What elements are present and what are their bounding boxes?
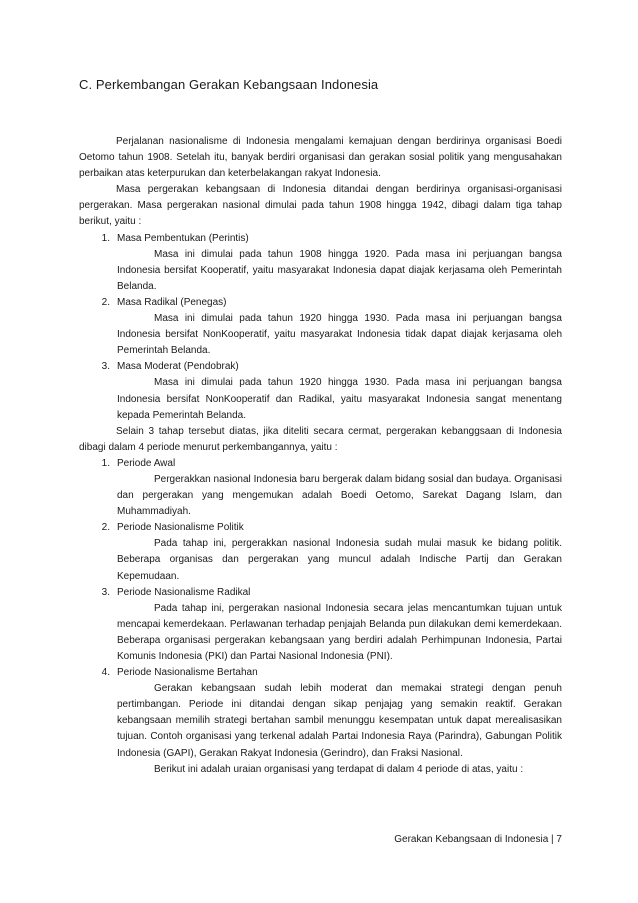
- page-footer: Gerakan Kebangsaan di Indonesia | 7: [394, 834, 562, 845]
- list-item-text: Masa ini dimulai pada tahun 1920 hingga 1930. Pada masa ini perjuangan bangsa Indonesia bersifat NonKooperatif dan Radikal, yaitu masyarakat Indonesia sangat menentang kepada Pemerintah Belanda.: [117, 377, 562, 421]
- list-item: [79, 231, 562, 295]
- stages-list: [79, 231, 562, 424]
- section-body: [79, 134, 562, 778]
- list-item: [79, 456, 562, 520]
- list-item: [79, 585, 562, 665]
- list-item-title: Periode Nasionalisme Radikal: [117, 586, 251, 598]
- list-item-text: Pada tahap ini, pergerakan nasional Indonesia secara jelas mencantumkan tujuan untuk mencapai kemerdekaan. Perlawanan terhadap penjajah Belanda pun dilakukan demi kemerdekaan. Beberapa organisasi pergerakan kebangsaan yang berdiri adalah Perhimpunan Indonesia, Partai Komunis Indonesia (PKI) dan Partai Nasional Indonesia (PNI).: [117, 602, 562, 662]
- section-heading: C. Perkembangan Gerakan Kebangsaan Indonesia: [79, 77, 379, 92]
- list-item: [79, 359, 562, 423]
- periods-intro-paragraph: Selain 3 tahap tersebut diatas, jika diteliti secara cermat, pergerakan kebanggsaan di Indonesia dibagi dalam 4 periode menurut perkembangannya, yaitu :: [79, 425, 562, 453]
- intro-paragraph-2: Masa pergerakan kebangsaan di Indonesia ditandai dengan berdirinya organisasi-organisasi pergerakan. Masa pergerakan nasional dimulai pada tahun 1908 hingga 1942, dibagi dalam tiga tahap berikut, yaitu :: [79, 184, 562, 228]
- list-item: [79, 665, 562, 778]
- list-number: 3.: [101, 586, 110, 598]
- list-number: 1.: [101, 457, 110, 469]
- list-item: [79, 520, 562, 584]
- list-item: [79, 295, 562, 359]
- list-item-text: Pergerakkan nasional Indonesia baru bergerak dalam bidang sosial dan budaya. Organisasi dan pergerakan yang mengemukan adalah Boedi Oetomo, Sarekat Dagang Islam, dan Muhammadiyah.: [117, 473, 562, 518]
- periods-list: [79, 456, 562, 778]
- list-number: 3.: [101, 361, 110, 373]
- list-number: 2.: [101, 522, 110, 534]
- list-item-text: Pada tahap ini, pergerakkan nasional Indonesia sudah mulai masuk ke bidang politik. Beberapa organisas dan pergerakan yang muncul adalah Indische Partij dan Gerakan Kepemudaan.: [117, 538, 562, 582]
- list-number: 2.: [101, 296, 110, 308]
- list-item-text: Gerakan kebangsaan sudah lebih moderat dan memakai strategi dengan penuh pertimbangan. Periode ini ditandai dengan sikap penjajag yang semakin reaktif. Gerakan kebangsaan memilih strategi bertahan sambil menunggu kesempatan untuk dapat merealisasikan tujuan. Contoh organisasi yang terkenal adalah Partai Indonesia Raya (Parindra), Gabungan Politik Indonesia (GAPI), Gerakan Rakyat Indonesia (Gerindro), dan Fraksi Nasional.: [117, 683, 562, 759]
- list-item-text: Masa ini dimulai pada tahun 1920 hingga 1930. Pada masa ini perjuangan bangsa Indonesia bersifat NonKooperatif, yaitu masyarakat Indonesia tidak dapat diajak kerjasama oleh Pemerintah Belanda.: [117, 313, 562, 357]
- list-item-title: Masa Radikal (Penegas): [117, 296, 227, 308]
- intro-paragraph-1: Perjalanan nasionalisme di Indonesia mengalami kemajuan dengan berdirinya organisasi Boedi Oetomo tahun 1908. Setelah itu, banyak berdiri organisasi dan gerakan sosial politik yang mengusahakan perbaikan atas keterpurukan dan keterbelakangan rakyat Indonesia.: [79, 136, 562, 180]
- list-item-title: Periode Nasionalisme Politik: [117, 522, 244, 534]
- list-number: 1.: [101, 232, 110, 244]
- list-item-title: Masa Pembentukan (Perintis): [117, 232, 249, 244]
- list-item-title: Periode Nasionalisme Bertahan: [117, 667, 258, 679]
- list-number: 4.: [101, 667, 110, 679]
- list-item-title: Masa Moderat (Pendobrak): [117, 361, 239, 373]
- list-item-text: Masa ini dimulai pada tahun 1908 hingga 1920. Pada masa ini perjuangan bangsa Indonesia bersifat Kooperatif, yaitu masyarakat Indonesia dapat diajak kerjasama oleh Pemerintah Belanda.: [117, 248, 562, 292]
- closing-paragraph: Berikut ini adalah uraian organisasi yang terdapat di dalam 4 periode di atas, yaitu :: [154, 763, 524, 775]
- list-item-title: Periode Awal: [117, 457, 176, 469]
